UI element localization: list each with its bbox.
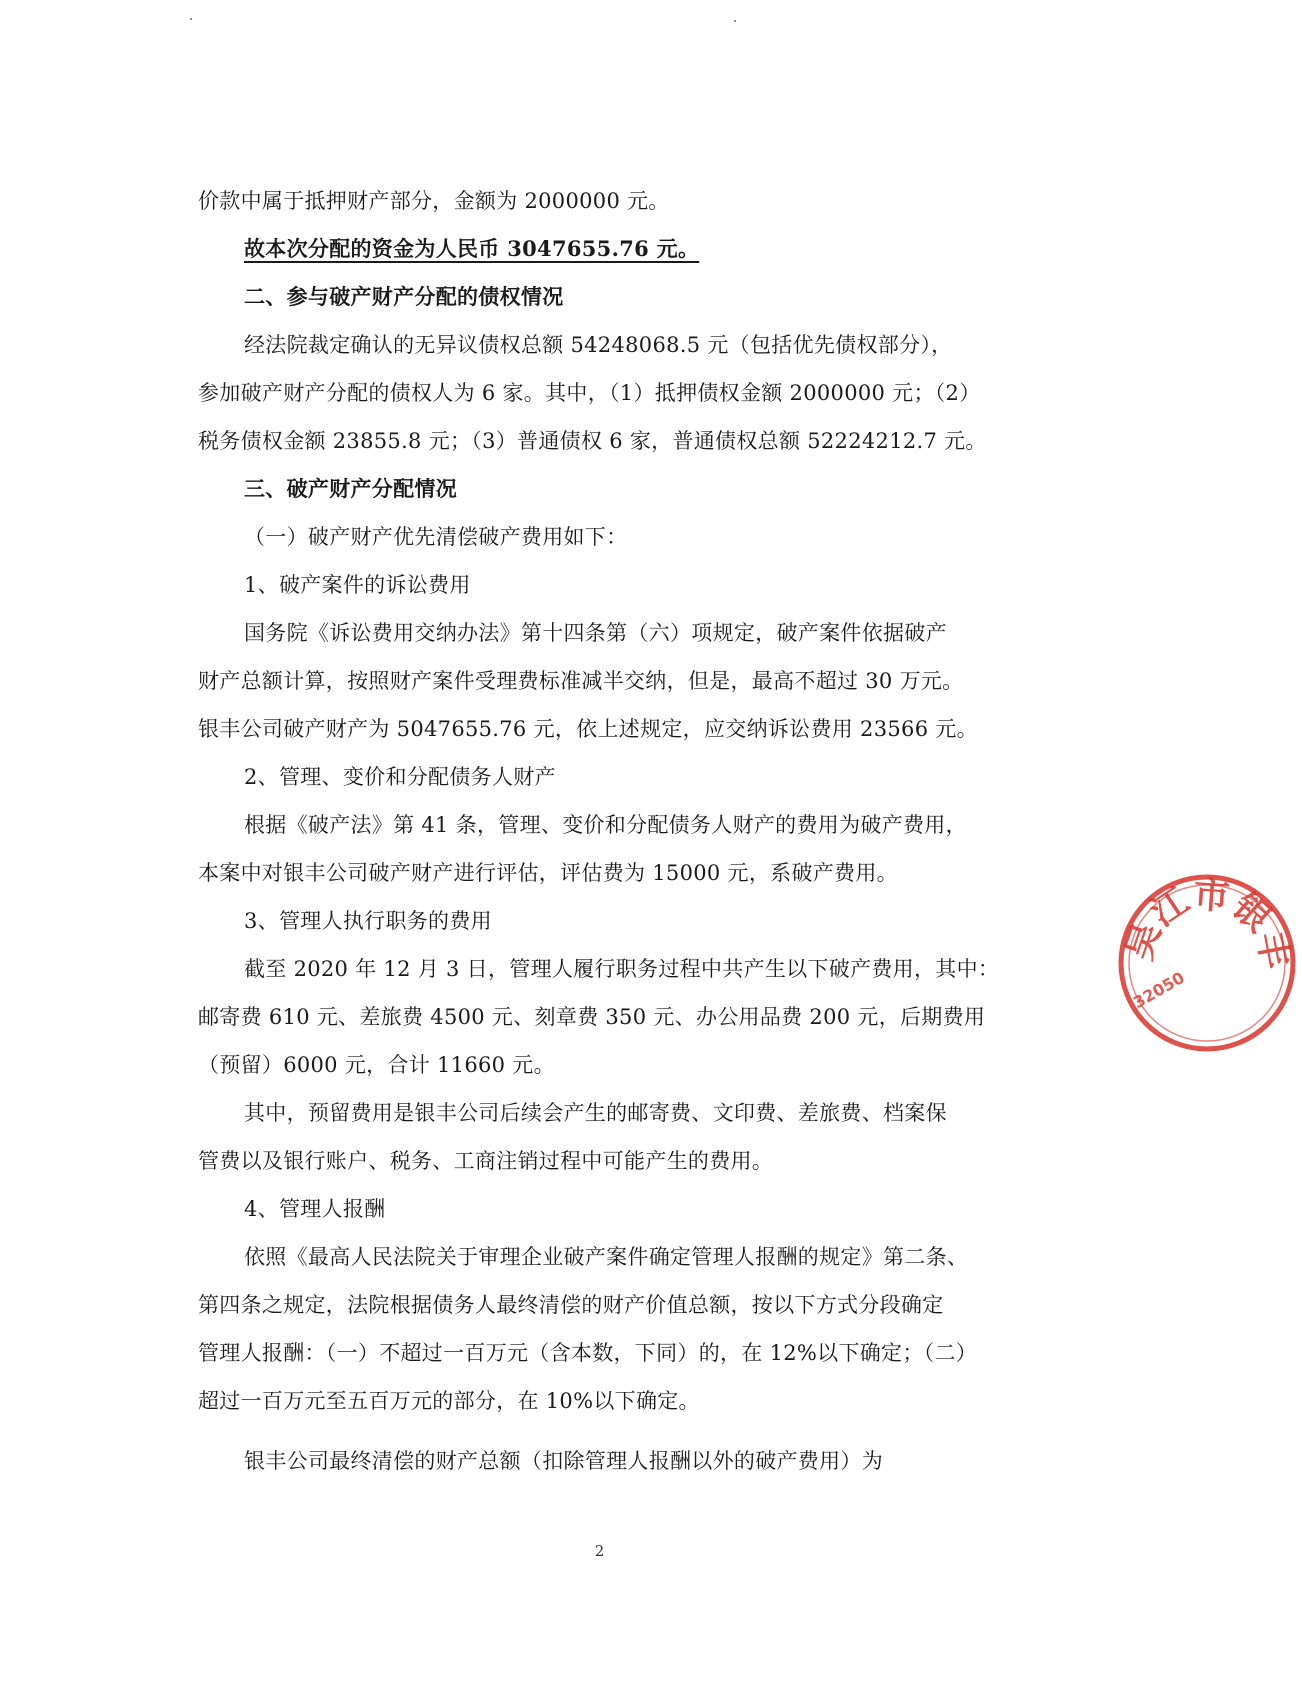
body-line: 第四条之规定，法院根据债务人最终清偿的财产价值总额，按以下方式分段确定	[198, 1293, 944, 1317]
body-line: 价款中属于抵押财产部分，金额为 2000000 元。	[198, 189, 670, 213]
body-line: 依照《最高人民法院关于审理企业破产案件确定管理人报酬的规定》第二条、	[244, 1245, 969, 1269]
section-heading-3: 三、破产财产分配情况	[244, 476, 457, 501]
body-line: 银丰公司破产财产为 5047655.76 元，依上述规定，应交纳诉讼费用 23566 元。	[198, 717, 978, 741]
seal-stamp-icon	[1112, 868, 1302, 1058]
scan-speck	[190, 18, 192, 20]
body-line: 国务院《诉讼费用交纳办法》第十四条第（六）项规定，破产案件依据破产	[244, 621, 947, 645]
body-line: 本案中对银丰公司破产财产进行评估，评估费为 15000 元，系破产费用。	[198, 861, 898, 885]
body-line: 其中，预留费用是银丰公司后续会产生的邮寄费、文印费、差旅费、档案保	[244, 1101, 947, 1125]
item-heading-3: 3、管理人执行职务的费用	[244, 909, 492, 933]
page-number: 2	[594, 1542, 605, 1560]
body-line: 经法院裁定确认的无异议债权总额 54248068.5 元（包括优先债权部分），	[244, 333, 953, 357]
distribution-total-line: 故本次分配的资金为人民币 3047655.76 元。	[244, 236, 700, 261]
scan-speck	[734, 20, 736, 22]
body-line: （预留）6000 元，合计 11660 元。	[198, 1053, 555, 1077]
section-heading-2: 二、参与破产财产分配的债权情况	[244, 284, 564, 309]
body-line: 管费以及银行账户、税务、工商注销过程中可能产生的费用。	[198, 1149, 774, 1173]
body-line: 截至 2020 年 12 月 3 日，管理人履行职务过程中共产生以下破产费用，其中：	[244, 957, 1000, 981]
body-line: 根据《破产法》第 41 条，管理、变价和分配债务人财产的费用为破产费用，	[244, 813, 967, 837]
item-heading-1: 1、破产案件的诉讼费用	[244, 573, 471, 597]
svg-text:32050: 32050	[1129, 967, 1188, 1013]
body-line: 财产总额计算，按照财产案件受理费标准减半交纳，但是，最高不超过 30 万元。	[198, 669, 964, 693]
svg-text:吴江市银丰: 吴江市银丰	[1118, 874, 1296, 973]
body-line: 参加破产财产分配的债权人为 6 家。其中，（1）抵押债权金额 2000000 元；（2）	[198, 381, 981, 405]
body-line: 邮寄费 610 元、差旅费 4500 元、刻章费 350 元、办公用品费 200 元，后期费用	[198, 1005, 986, 1029]
item-heading-2: 2、管理、变价和分配债务人财产	[244, 765, 556, 789]
item-heading-4: 4、管理人报酬	[244, 1197, 386, 1221]
body-line: 超过一百万元至五百万元的部分，在 10%以下确定。	[198, 1389, 700, 1413]
body-line: 银丰公司最终清偿的财产总额（扣除管理人报酬以外的破产费用）为	[244, 1449, 883, 1473]
subsection-heading: （一）破产财产优先清偿破产费用如下：	[244, 525, 628, 549]
body-line: 管理人报酬：（一）不超过一百万元（含本数，下同）的，在 12%以下确定；（二）	[198, 1341, 978, 1365]
body-line: 税务债权金额 23855.8 元；（3）普通债权 6 家，普通债权总额 52224212.7 元。	[198, 429, 987, 453]
